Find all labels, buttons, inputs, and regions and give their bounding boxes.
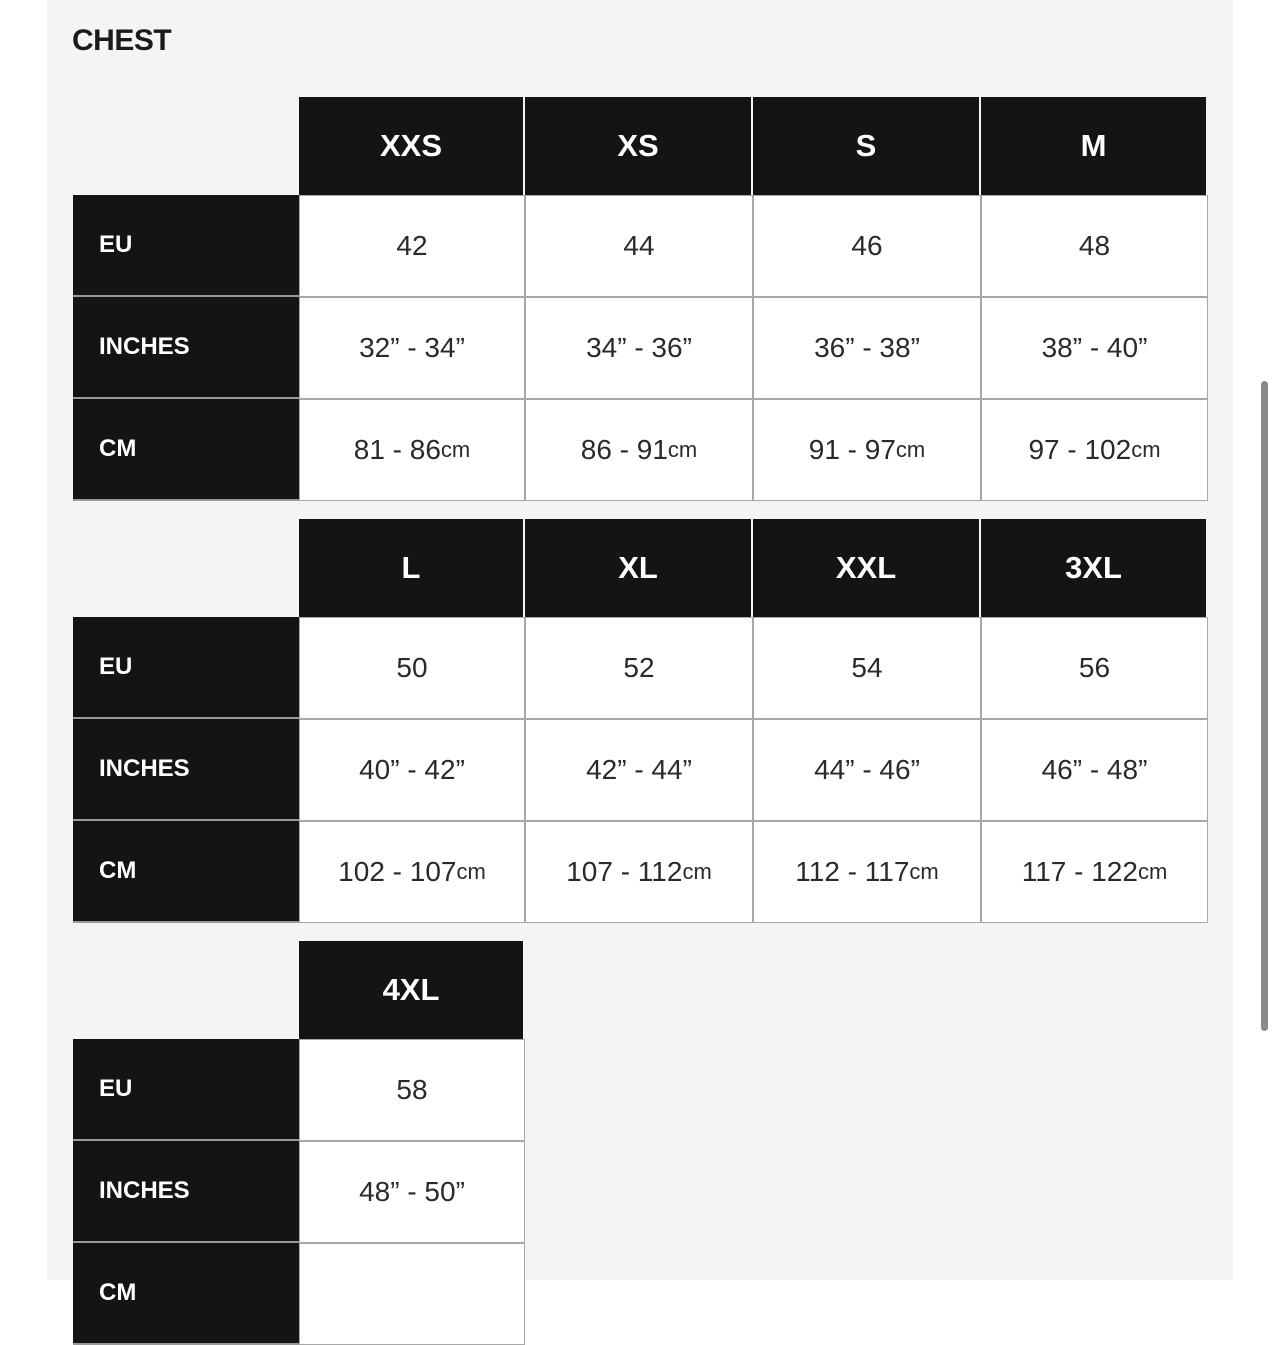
value-cell-eu [299, 195, 525, 297]
value-cell-inches [981, 719, 1208, 821]
value-text: 32” - 34” [359, 332, 465, 363]
value-text: 107 - 112 [566, 856, 683, 887]
value-text: 81 - 86 [353, 434, 441, 465]
value-text: 34” - 36” [586, 332, 692, 363]
value-text: 36” - 38” [814, 332, 920, 363]
value-text: 46” - 48” [1041, 754, 1148, 785]
row-label-cm: CM [73, 399, 299, 501]
size-header: XXS [299, 97, 525, 195]
row-label-inches: INCHES [73, 297, 299, 399]
unit-suffix: cm [667, 437, 698, 462]
row-label-cm: CM [73, 821, 299, 923]
unit-suffix: cm [1137, 859, 1168, 884]
value-text: 56 [1078, 652, 1111, 683]
value-cell-eu [525, 195, 753, 297]
value-text: 58 [396, 1074, 428, 1105]
row-label-cm: CM [73, 1243, 299, 1345]
value-cell-cm [299, 821, 525, 923]
value-cell-cm [299, 399, 525, 501]
value-text: 91 - 97 [808, 434, 896, 465]
value-cell-inches [299, 1141, 525, 1243]
value-cell-inches [981, 297, 1208, 399]
value-text: 52 [623, 652, 655, 683]
value-text: 50 [396, 652, 428, 683]
value-text: 48 [1078, 230, 1111, 261]
value-cell-cm [981, 399, 1208, 501]
unit-suffix: cm [456, 859, 486, 884]
size-header: XXL [753, 519, 981, 617]
value-cell-eu [299, 1039, 525, 1141]
value-text: 44” - 46” [814, 754, 920, 785]
value-cell-inches [525, 297, 753, 399]
value-cell-eu [981, 617, 1208, 719]
value-text: 54 [851, 652, 883, 683]
value-cell-cm [753, 821, 981, 923]
value-cell-inches [753, 297, 981, 399]
value-text: 40” - 42” [359, 754, 465, 785]
unit-suffix: cm [682, 859, 712, 884]
value-text: 117 - 122 [1021, 856, 1138, 887]
size-header: XL [525, 519, 753, 617]
size-header: L [299, 519, 525, 617]
value-cell-eu [753, 617, 981, 719]
value-text: 38” - 40” [1041, 332, 1148, 363]
value-text: 48” - 50” [359, 1176, 465, 1207]
value-text: 46 [851, 230, 883, 261]
value-cell-cm [299, 1243, 525, 1345]
size-header: XS [525, 97, 753, 195]
section-title: CHEST [72, 24, 172, 57]
value-cell-inches [299, 297, 525, 399]
value-cell-eu [753, 195, 981, 297]
unit-suffix: cm [440, 437, 471, 462]
size-header: 4XL [299, 941, 525, 1039]
row-label-eu: EU [73, 195, 299, 297]
row-label-eu: EU [73, 617, 299, 719]
unit-suffix: cm [895, 437, 926, 462]
size-header: 3XL [981, 519, 1208, 617]
value-text: 102 - 107 [338, 856, 457, 887]
value-text: 97 - 102 [1028, 434, 1132, 465]
row-label-inches: INCHES [73, 1141, 299, 1243]
size-header: S [753, 97, 981, 195]
value-text: 42” - 44” [586, 754, 692, 785]
value-text: 112 - 117 [795, 856, 910, 887]
value-cell-eu [981, 195, 1208, 297]
value-cell-cm [981, 821, 1208, 923]
value-cell-inches [299, 719, 525, 821]
value-cell-cm [753, 399, 981, 501]
value-cell-eu [299, 617, 525, 719]
value-cell-cm [525, 821, 753, 923]
value-text: 86 - 91 [580, 434, 668, 465]
size-header: M [981, 97, 1208, 195]
value-cell-inches [753, 719, 981, 821]
unit-suffix: cm [909, 859, 939, 884]
value-text: 42 [396, 230, 428, 261]
unit-suffix: cm [1131, 437, 1161, 462]
row-label-inches: INCHES [73, 719, 299, 821]
value-cell-inches [525, 719, 753, 821]
scrollbar[interactable] [1261, 381, 1268, 1031]
row-label-eu: EU [73, 1039, 299, 1141]
value-cell-eu [525, 617, 753, 719]
value-cell-cm [525, 399, 753, 501]
value-text: 44 [623, 230, 655, 261]
